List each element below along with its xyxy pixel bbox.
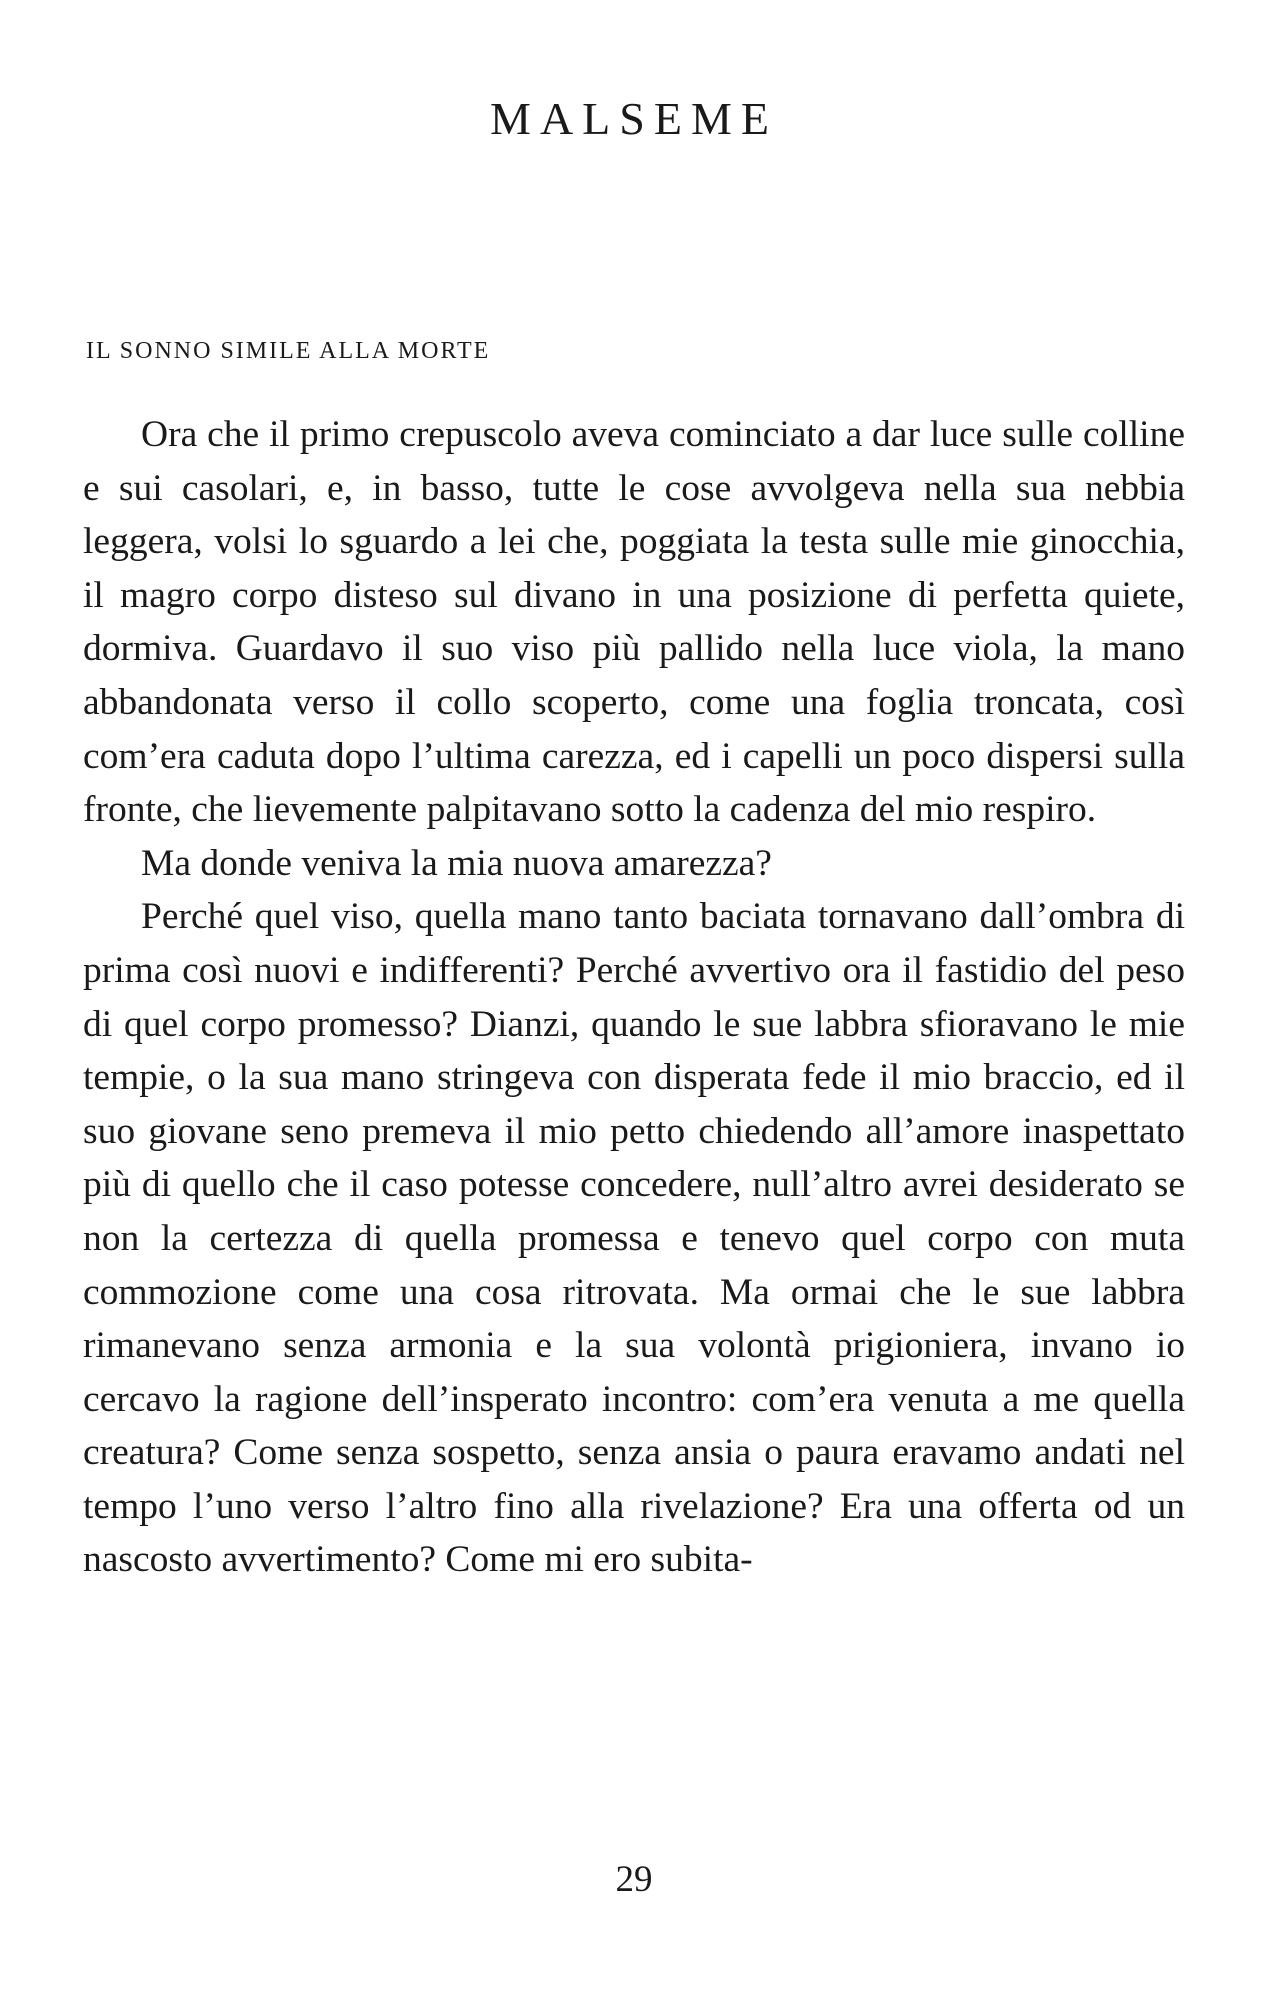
paragraph: Ma donde veniva la mia nuova amarezza?	[141, 842, 772, 884]
paragraph: Perché quel viso, quella mano tanto baciata tornavano dall’ombra di prima così nuovi e indifferenti? Perché avvertivo ora il fastidio del peso di quel corpo promesso? Dianzi, quando le sue labbra sfioravano le mie tempie, o la sua mano stringeva con disperata fede il mio braccio, ed il suo giovane seno premeva il mio petto chiedendo all’amore inaspettato più di quello che il caso potesse concedere, null’altro avrei desiderato se non la certezza di quella promessa e tenevo quel corpo con muta commozione come una cosa ritrovata. Ma ormai che le sue labbra rimanevano senza armonia e la sua volontà prigioniera, invano io cercavo la ragione dell’insperato incontro: com’era venuta a me quella creatura? Come senza sospetto, senza ansia o paura eravamo andati nel tempo l’uno verso l’altro fino alla rivelazione? Era una offerta od un nascosto avvertimento? Come mi ero subita-	[83, 896, 1185, 1581]
body-text	[83, 408, 1185, 1587]
paragraph: Ora che il primo crepuscolo aveva cominciato a dar luce sulle colline e sui casolari, e, in basso, tutte le cose avvolgeva nella sua nebbia leggera, volsi lo sguardo a lei che, poggiata la testa sulle mie ginocchia, il magro corpo disteso sul divano in una posizione di perfetta quiete, dormiva. Guardavo il suo viso più pallido nella luce viola, la mano abbandonata verso il collo scoperto, come una foglia troncata, così com’era caduta dopo l’ultima carezza, ed i capelli un poco dispersi sulla fronte, che lievemente palpitavano sotto la cadenza del mio respiro.	[83, 414, 1185, 831]
section-title: IL SONNO SIMILE ALLA MORTE	[86, 338, 491, 364]
running-head: MALSEME	[490, 93, 778, 144]
page-number: 29	[615, 1859, 653, 1900]
